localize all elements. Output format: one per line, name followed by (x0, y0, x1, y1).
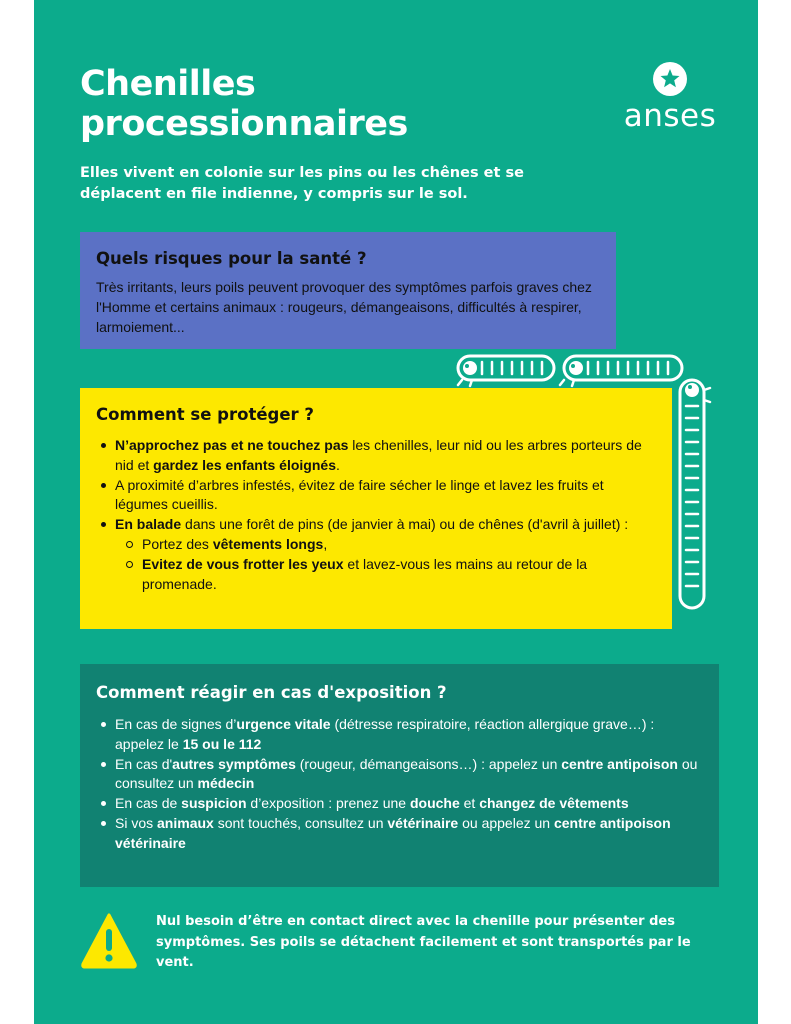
list-item: A proximité d’arbres infestés, évitez de faire sécher le linge et lavez les fruits et légumes cueillis. (96, 476, 656, 516)
risks-box (80, 232, 616, 349)
title-line-2: processionnaires (80, 104, 408, 144)
react-list (96, 715, 703, 854)
warning-triangle-icon (80, 912, 138, 970)
list-item: En cas de signes d’urgence vitale (détresse respiratoire, réaction allergique grave…) : appelez le 15 ou le 112 (96, 715, 703, 755)
poster (34, 0, 758, 1024)
list-item: En cas d'autres symptômes (rougeur, démangeaisons…) : appelez un centre antipoison ou consultez un médecin (96, 755, 703, 795)
sub-list-item: Evitez de vous frotter les yeux et lavez-vous les mains au retour de la promenade. (123, 555, 656, 595)
sub-list-item: Portez des vêtements longs, (123, 535, 656, 555)
list-item: En balade dans une forêt de pins (de janvier à mai) ou de chênes (d'avril à juillet) : Portez des vêtements longs, Evitez de vous frotter les yeux et lavez-vous les mains au retour de la promenade. (96, 515, 656, 594)
list-item: N’approchez pas et ne touchez pas les chenilles, leur nid ou les arbres porteurs de nid et gardez les enfants éloignés. (96, 436, 656, 476)
title-line-1: Chenilles (80, 64, 256, 104)
react-heading: Comment réagir en cas d'exposition ? (96, 683, 447, 702)
page-title (80, 64, 500, 144)
anses-star-logo-icon (620, 60, 720, 100)
intro-text: Elles vivent en colonie sur les pins ou les chênes et se déplacent en file indienne, y compris sur le sol. (80, 165, 524, 202)
anses-logo (620, 60, 730, 132)
list-item: En cas de suspicion d’exposition : prenez une douche et changez de vêtements (96, 794, 703, 814)
list-item: Si vos animaux sont touchés, consultez un vétérinaire ou appelez un centre antipoison vétérinaire (96, 814, 703, 854)
risks-text: Très irritants, leurs poils peuvent provoquer des symptômes parfois graves chez l'Homme et certains animaux : rougeurs, démangeaisons, difficultés à respirer, larmoiement... (96, 279, 592, 335)
warning-text: Nul besoin d’être en contact direct avec la chenille pour présenter des symptômes. Ses poils se détachent facilement et sont transportés par le vent. (156, 914, 691, 970)
risks-heading: Quels risques pour la santé ? (96, 249, 367, 268)
react-box (80, 664, 719, 887)
logo-text: anses (623, 98, 717, 134)
protect-heading: Comment se protéger ? (96, 405, 314, 424)
caterpillar-illustration (452, 350, 714, 614)
